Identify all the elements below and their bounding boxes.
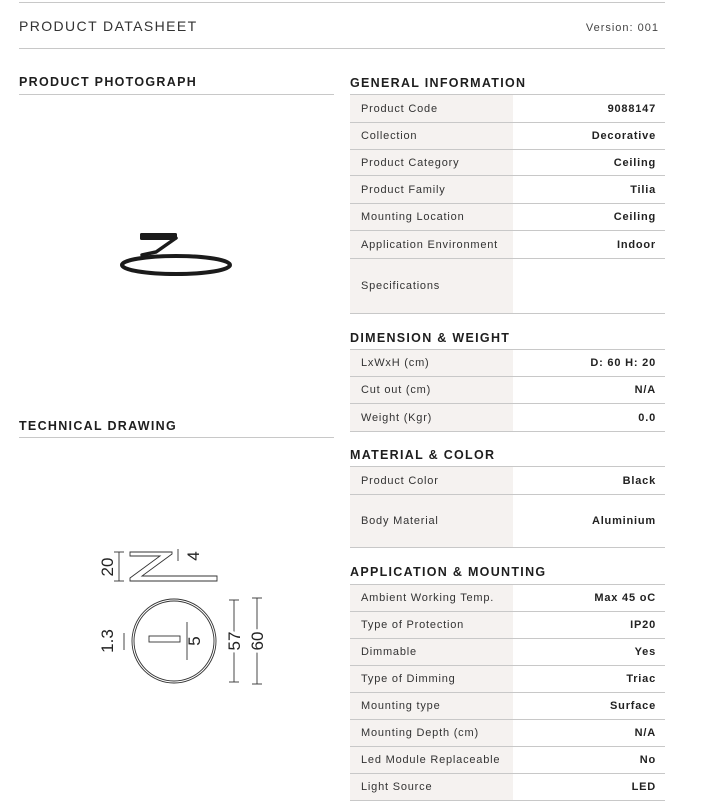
dim-inner-diameter-label: 57 (225, 631, 244, 651)
row-value: Yes (634, 646, 656, 658)
row-value: Max 45 oC (594, 592, 656, 604)
row-value: Tilia (630, 183, 656, 196)
table-row (350, 720, 665, 747)
table-row (350, 123, 665, 150)
table-row (350, 95, 665, 123)
table-row (350, 666, 665, 693)
row-value: N/A (634, 727, 656, 739)
application-section-title: APPLICATION & MOUNTING (350, 565, 547, 579)
drawing-rule (19, 437, 334, 438)
table-row (350, 377, 665, 404)
version-label: Version: 001 (585, 22, 659, 34)
dim-height-label: 20 (98, 557, 117, 577)
row-label: Product Family (350, 176, 513, 203)
general-section-title: GENERAL INFORMATION (350, 76, 527, 90)
table-row (350, 259, 665, 314)
row-value: No (639, 754, 656, 766)
row-value: N/A (634, 384, 656, 396)
dim-offset-label: 1.3 (98, 629, 117, 653)
table-row (350, 150, 665, 176)
table-row (350, 231, 665, 259)
photo-arm (142, 238, 176, 255)
material-section-title: MATERIAL & COLOR (350, 448, 496, 462)
row-value: Ceiling (613, 156, 656, 169)
dim-outer-diameter-label: 60 (248, 631, 267, 651)
general-table (350, 94, 665, 314)
row-label: Light Source (350, 774, 513, 800)
row-value: D: 60 H: 20 (590, 357, 656, 369)
row-label: Ambient Working Temp. (350, 585, 513, 611)
product-photo (110, 222, 240, 282)
dimension-table (350, 349, 665, 432)
photo-ceiling-base (140, 233, 177, 240)
drawing-section-title: TECHNICAL DRAWING (19, 419, 177, 433)
row-value (513, 259, 665, 313)
row-label: Collection (350, 123, 513, 149)
page-title: PRODUCT DATASHEET (19, 18, 198, 34)
row-label: Mounting type (350, 693, 513, 719)
row-label: Led Module Replaceable (350, 747, 513, 773)
row-label: Specifications (350, 259, 513, 313)
row-label: Dimmable (350, 639, 513, 665)
row-value: 0.0 (638, 411, 656, 424)
photo-ring (122, 256, 230, 274)
row-label: Body Material (350, 495, 513, 547)
row-label: Weight (Kgr) (350, 404, 513, 431)
table-row (350, 774, 665, 801)
row-value: LED (631, 781, 656, 793)
table-row (350, 350, 665, 377)
row-value: IP20 (630, 619, 656, 631)
row-value: Black (622, 474, 656, 487)
page-header (19, 0, 665, 49)
material-table (350, 466, 665, 548)
row-label: Mounting Depth (cm) (350, 720, 513, 746)
row-label: Cut out (cm) (350, 377, 513, 403)
photo-rule (19, 94, 334, 95)
row-value: Surface (610, 700, 656, 712)
row-label: Product Code (350, 95, 513, 122)
row-label: Application Environment (350, 231, 513, 258)
application-table (350, 584, 665, 801)
photo-section-title: PRODUCT PHOTOGRAPH (19, 75, 198, 89)
row-label: Product Category (350, 150, 513, 175)
row-value: Decorative (591, 130, 656, 142)
row-value: Aluminium (591, 515, 656, 527)
row-label: Type of Dimming (350, 666, 513, 692)
dim-top-label: 4 (184, 551, 203, 561)
row-label: LxWxH (cm) (350, 350, 513, 376)
technical-drawing (90, 540, 280, 700)
table-row (350, 693, 665, 720)
table-row (350, 747, 665, 774)
table-row (350, 495, 665, 548)
row-label: Product Color (350, 467, 513, 494)
table-row (350, 612, 665, 639)
row-value: Triac (626, 673, 656, 685)
row-value: Ceiling (613, 211, 656, 223)
table-row (350, 404, 665, 432)
table-row (350, 176, 665, 204)
row-label: Type of Protection (350, 612, 513, 638)
row-value: 9088147 (607, 102, 656, 115)
table-row (350, 585, 665, 612)
dimension-section-title: DIMENSION & WEIGHT (350, 331, 511, 345)
table-row (350, 639, 665, 666)
table-row (350, 204, 665, 231)
table-row (350, 467, 665, 495)
row-label: Mounting Location (350, 204, 513, 230)
dim-small-label: 5 (185, 636, 204, 646)
row-value: Indoor (616, 238, 656, 251)
